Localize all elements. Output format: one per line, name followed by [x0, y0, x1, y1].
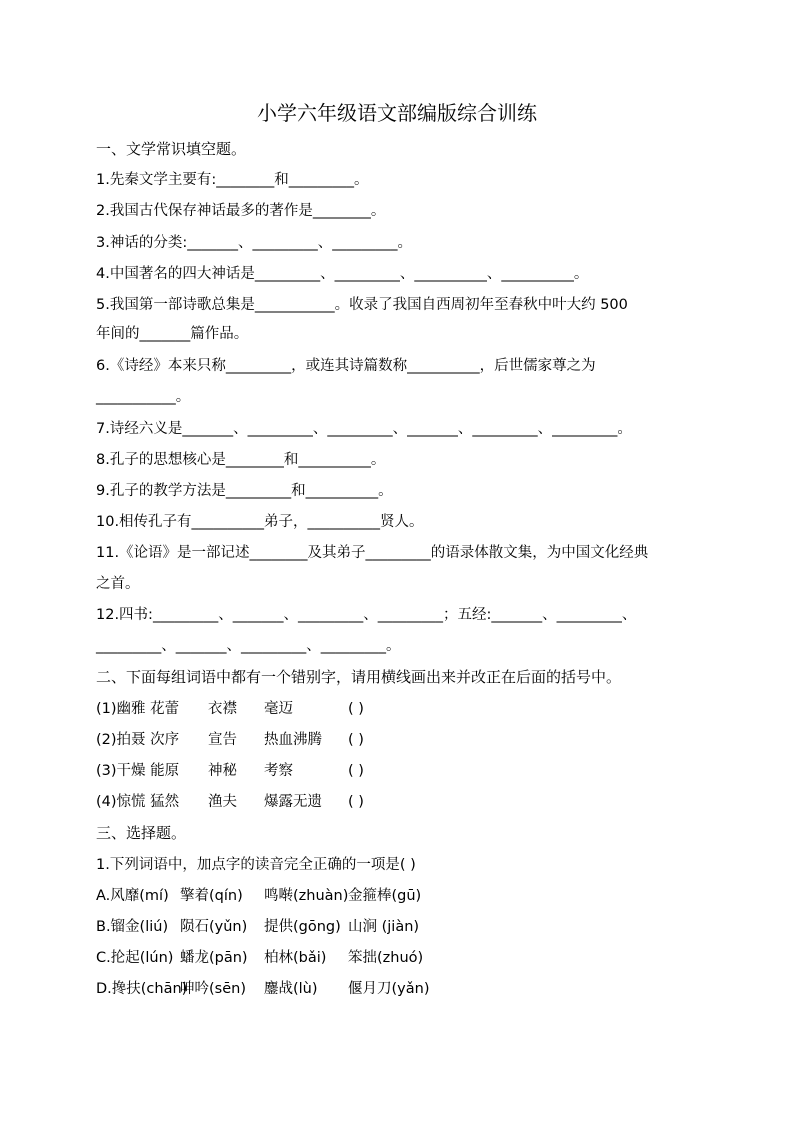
question-line: 11.《论语》是一部记述________及其弟子_________的语录体散文集，为中国文化经典 [96, 545, 649, 561]
word-group-second: 宣告 [208, 732, 237, 748]
answer-brackets: ( ) [348, 794, 364, 810]
word-group-third: 考察 [264, 763, 293, 779]
word-group-first: (4)惊慌 猛然 [96, 794, 180, 810]
option-word: B.镏金(liú) [96, 919, 169, 935]
word-group-first: (1)幽雅 花蕾 [96, 701, 180, 717]
option-word: C.抡起(lún) [96, 950, 174, 966]
answer-brackets: ( ) [348, 701, 364, 717]
option-word: 鸣啭(zhuàn) [264, 888, 349, 904]
section-1-heading: 一、文学常识填空题。 [96, 140, 247, 158]
option-word: 提供(gōng) [264, 919, 341, 935]
word-group-third: 毫迈 [264, 701, 293, 717]
section-3-heading: 三、选择题。 [96, 824, 187, 842]
option-word: 金箍棒(gū) [348, 888, 422, 904]
word-group-second: 衣襟 [208, 701, 237, 717]
question-line: 3.神话的分类:_______、_________、_________。 [96, 235, 412, 251]
choice-question: 1.下列词语中，加点字的读音完全正确的一项是( ) [96, 857, 416, 873]
question-line: 7.诗经六义是_______、_________、_________、_______、_________、_________。 [96, 421, 632, 437]
answer-brackets: ( ) [348, 763, 364, 779]
question-line: 2.我国古代保存神话最多的著作是________。 [96, 203, 386, 219]
question-line: 4.中国著名的四大神话是_________、_________、__________、__________。 [96, 266, 589, 282]
option-word: D.搀扶(chān) [96, 981, 188, 997]
option-word: 陨石(yǔn) [180, 919, 248, 935]
question-line-continued: ___________。 [96, 389, 191, 405]
question-line: 10.相传孔子有__________弟子，__________贤人。 [96, 514, 424, 530]
word-group-second: 神秘 [208, 763, 237, 779]
question-line: 6.《诗经》本来只称_________，或连其诗篇数称__________，后世儒家尊之为 [96, 358, 596, 374]
option-word: 蟠龙(pān) [180, 950, 248, 966]
word-group-second: 渔夫 [208, 794, 237, 810]
option-word: 鏖战(lù) [264, 981, 318, 997]
question-line: 1.先秦文学主要有:________和_________。 [96, 172, 369, 188]
answer-brackets: ( ) [348, 732, 364, 748]
option-word: 柏林(bǎi) [264, 950, 327, 966]
option-word: 擎着(qín) [180, 888, 243, 904]
word-group-third: 热血沸腾 [264, 732, 322, 748]
word-group-first: (2)拍聂 次序 [96, 732, 180, 748]
question-line-continued: 年间的_______篇作品。 [96, 326, 249, 342]
option-word: 偃月刀(yǎn) [348, 981, 430, 997]
word-group-first: (3)干燥 能原 [96, 763, 180, 779]
section-2-heading: 二、下面每组词语中都有一个错别字，请用横线画出来并改正在后面的括号中。 [96, 668, 622, 686]
option-word: A.风靡(mí) [96, 888, 169, 904]
page-title: 小学六年级语文部编版综合训练 [257, 101, 537, 125]
question-line-continued: _________、_______、_________、_________。 [96, 638, 401, 654]
question-line: 5.我国第一部诗歌总集是___________。收录了我国自西周初年至春秋中叶大约 500 [96, 297, 628, 313]
option-word: 山涧 (jiàn) [348, 919, 420, 935]
question-line: 12.四书:_________、_______、_________、_________；五经:_______、_________、 [96, 607, 637, 623]
option-word: 呻吟(sēn) [180, 981, 246, 997]
question-line: 8.孔子的思想核心是________和__________。 [96, 452, 386, 468]
question-line-continued: 之首。 [96, 576, 140, 592]
option-word: 笨拙(zhuó) [348, 950, 424, 966]
question-line: 9.孔子的教学方法是_________和__________。 [96, 483, 393, 499]
word-group-third: 爆露无遗 [264, 794, 322, 810]
